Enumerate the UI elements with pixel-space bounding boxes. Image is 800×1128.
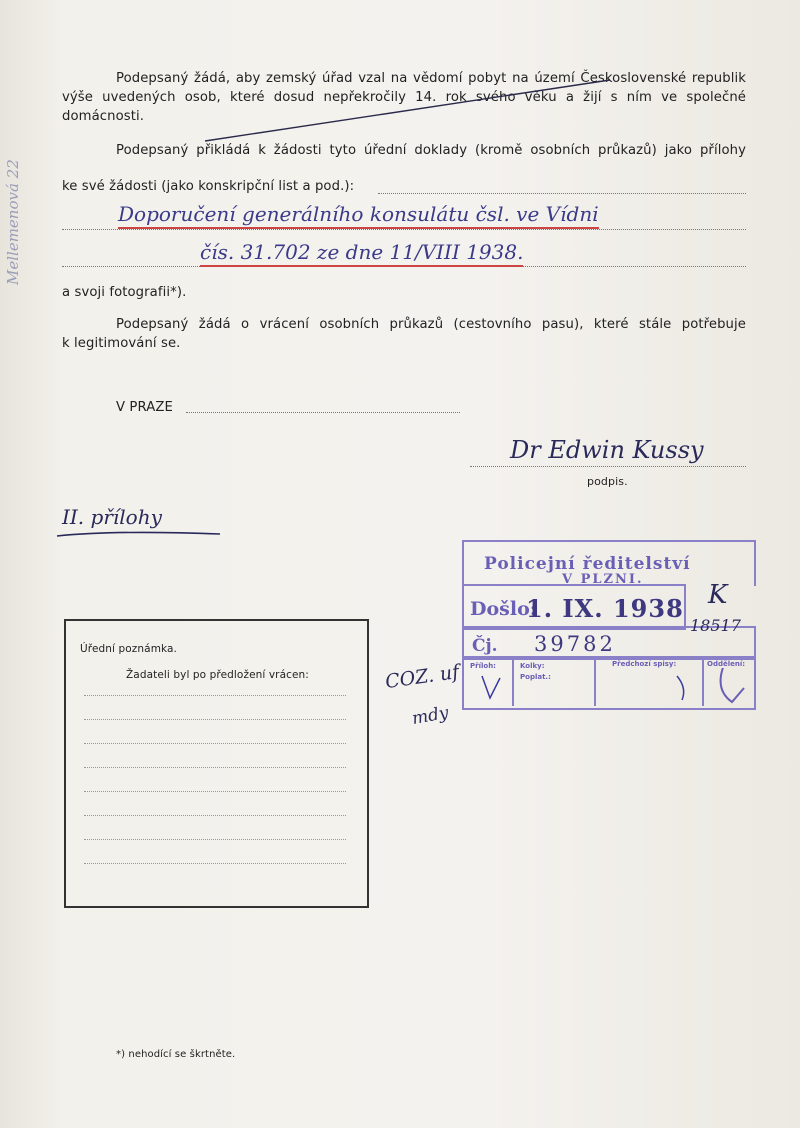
handwritten-attachment-line2: čís. 31.702 ze dne 11/VIII 1938. (200, 240, 523, 264)
dotted-line (378, 193, 746, 194)
place: V PRAZE (116, 400, 173, 415)
footnote: *) nehodící se škrtněte. (116, 1049, 236, 1060)
stamp-cj-label: Čj. (472, 636, 498, 656)
attachments-handwritten: II. přílohy (62, 505, 162, 529)
paragraph1-line1: Podepsaný žádá, aby zemský úřad vzal na vědomí pobyt na území Československé republik (116, 71, 746, 86)
paragraph2-line1: Podepsaný přikládá k žádosti tyto úřední doklady (kromě osobních průkazů) jako přílohy (116, 143, 746, 158)
paragraph1-line3: domácnosti. (62, 109, 145, 124)
stamp-kolky-label: Kolky: (520, 662, 545, 670)
side-handwriting-line1: COZ. uf (383, 660, 461, 694)
paragraph1-line2: výše uvedených osob, které dosud nepřekročily 14. rok svého věku a žijí s ním ve společné (62, 90, 746, 105)
dotted-line (470, 466, 746, 467)
official-note-box (64, 619, 369, 908)
dotted-line (62, 229, 746, 230)
stamp-line1: Policejní ředitelství (484, 554, 691, 574)
official-note-subtitle: Žadateli byl po předložení vrácen: (126, 669, 309, 681)
attachments-underline (55, 528, 225, 540)
dotted-line (186, 412, 460, 413)
stamp-line2: V PLZNI. (562, 572, 644, 587)
margin-handwriting: Mellemenová 22 (4, 159, 22, 285)
handwritten-attachment-line1: Doporučení generálního konsulátu čsl. ve Vídni (118, 202, 599, 226)
paragraph3-line2: k legitimování se. (62, 336, 181, 351)
paragraph3-line1: Podepsaný žádá o vrácení osobních průkazů (cestovního pasu), které stále potřebuje (116, 317, 746, 332)
paragraph2-line2: ke své žádosti (jako konskripční list a pod.): (62, 179, 355, 194)
photo-line: a svoji fotografii*). (62, 285, 187, 300)
stamp-predchozi-label: Předchozí spisy: (612, 660, 677, 668)
stamp-prilohy-label: Příloh: (470, 662, 496, 670)
strike-line (200, 76, 620, 146)
stamp-handwritten-num: 18517 (690, 616, 741, 635)
side-handwriting-line2: mdy (410, 702, 451, 730)
stamp-handwritten-k: K (708, 580, 728, 610)
stamp-poplatky-label: Poplat.: (520, 673, 551, 681)
stamp-doslo-value: 1. IX. 1938 (526, 594, 684, 623)
stamp-cj-value: 39782 (534, 632, 616, 656)
official-note-title: Úřední poznámka. (80, 643, 177, 655)
stamp-oddeleni-label: Oddělení: (707, 660, 746, 668)
police-stamp (462, 540, 756, 710)
stamp-doslo-label: Došlo: (470, 598, 537, 620)
signature: Dr Edwin Kussy (510, 436, 704, 464)
signature-label: podpis. (587, 475, 628, 488)
